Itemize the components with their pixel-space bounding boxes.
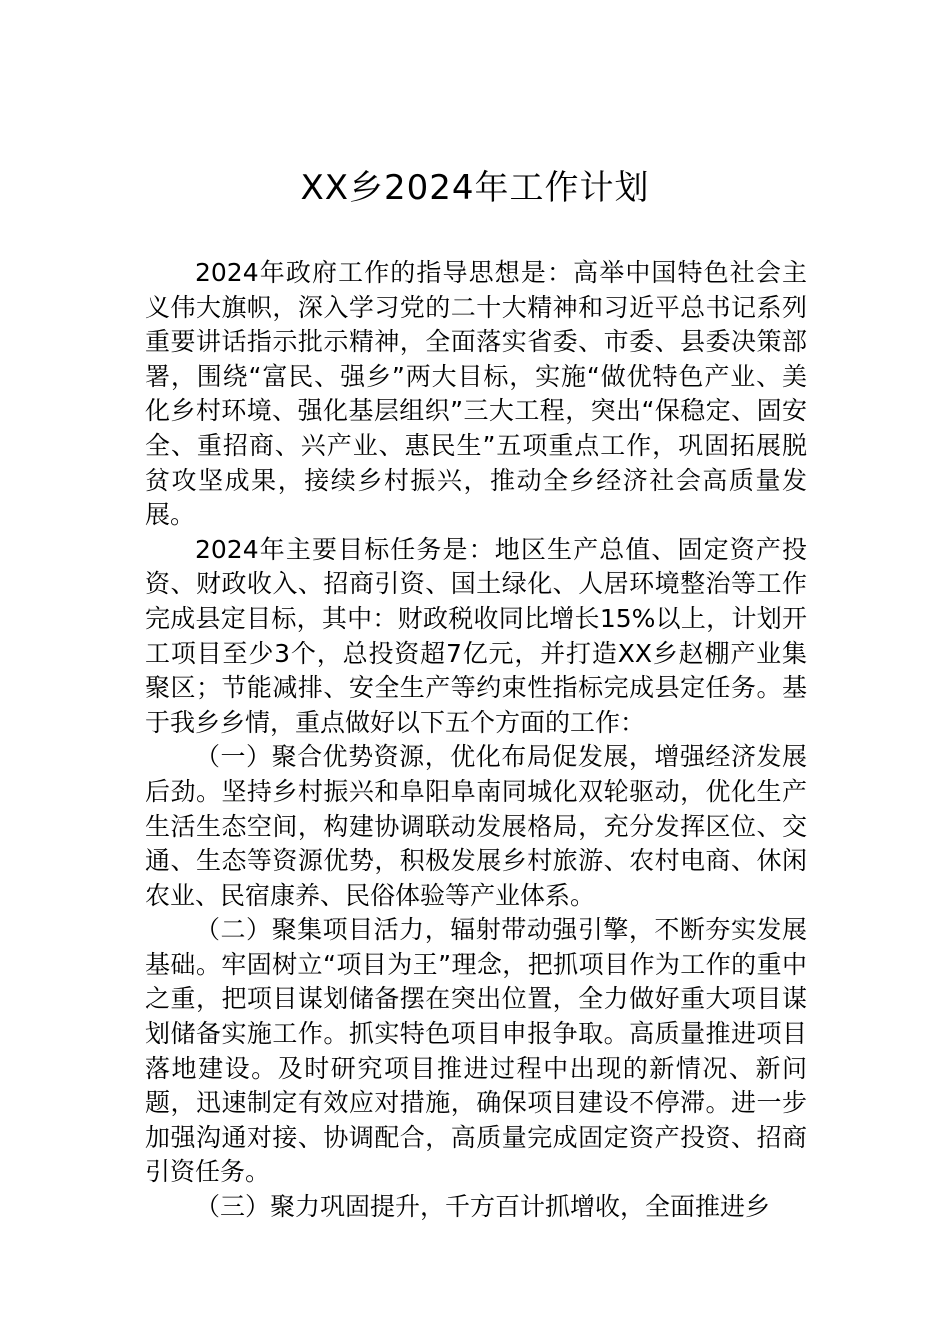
paragraph-section-two: （二）聚集项目活力，辐射带动强引擎，不断夯实发展基础。牢固树立“项目为王”理念，把抓项目作为工作的重中之重，把项目谋划储备摆在突出位置，全力做好重大项目谋划储备实施工作。抓实特色项目申报争取。高质量推进项目落地建设。及时研究项目推进过程中出现的新情况、新问题，迅速制定有效应对措施，确保项目建设不停滞。进一步加强沟通对接、协调配合，高质量完成固定资产投资、招商引资任务。 [145,915,807,1187]
paragraph-main-targets: 2024年主要目标任务是：地区生产总值、固定资产投资、财政收入、招商引资、国土绿化、人居环境整治等工作完成县定目标，其中：财政税收同比增长15%以上，计划开工项目至少3个，总投资超7亿元，并打造XX乡赵棚产业集聚区；节能减排、安全生产等约束性指标完成县定任务。基于我乡乡情，重点做好以下五个方面的工作： [145,534,807,737]
paragraph-section-three: （三）聚力巩固提升，千方百计抓增收，全面推进乡 [195,1192,771,1222]
document-title: XX乡2024年工作计划 [300,168,650,208]
document-body [145,256,807,1225]
paragraph-guiding-ideology: 2024年政府工作的指导思想是：高举中国特色社会主义伟大旗帜，深入学习党的二十大精神和习近平总书记系列重要讲话指示批示精神，全面落实省委、市委、县委决策部署，围绕“富民、强乡”两大目标，实施“做优特色产业、美化乡村环境、强化基层组织”三大工程，突出“保稳定、固安全、重招商、兴产业、惠民生”五项重点工作，巩固拓展脱贫攻坚成果，接续乡村振兴，推动全乡经济社会高质量发展。 [145,258,807,530]
paragraph-section-one: （一）聚合优势资源，优化布局促发展，增强经济发展后劲。坚持乡村振兴和阜阳阜南同城化双轮驱动，优化生产生活生态空间，构建协调联动发展格局，充分发挥区位、交通、生态等资源优势，积极发展乡村旅游、农村电商、休闲农业、民宿康养、民俗体验等产业体系。 [145,742,807,910]
